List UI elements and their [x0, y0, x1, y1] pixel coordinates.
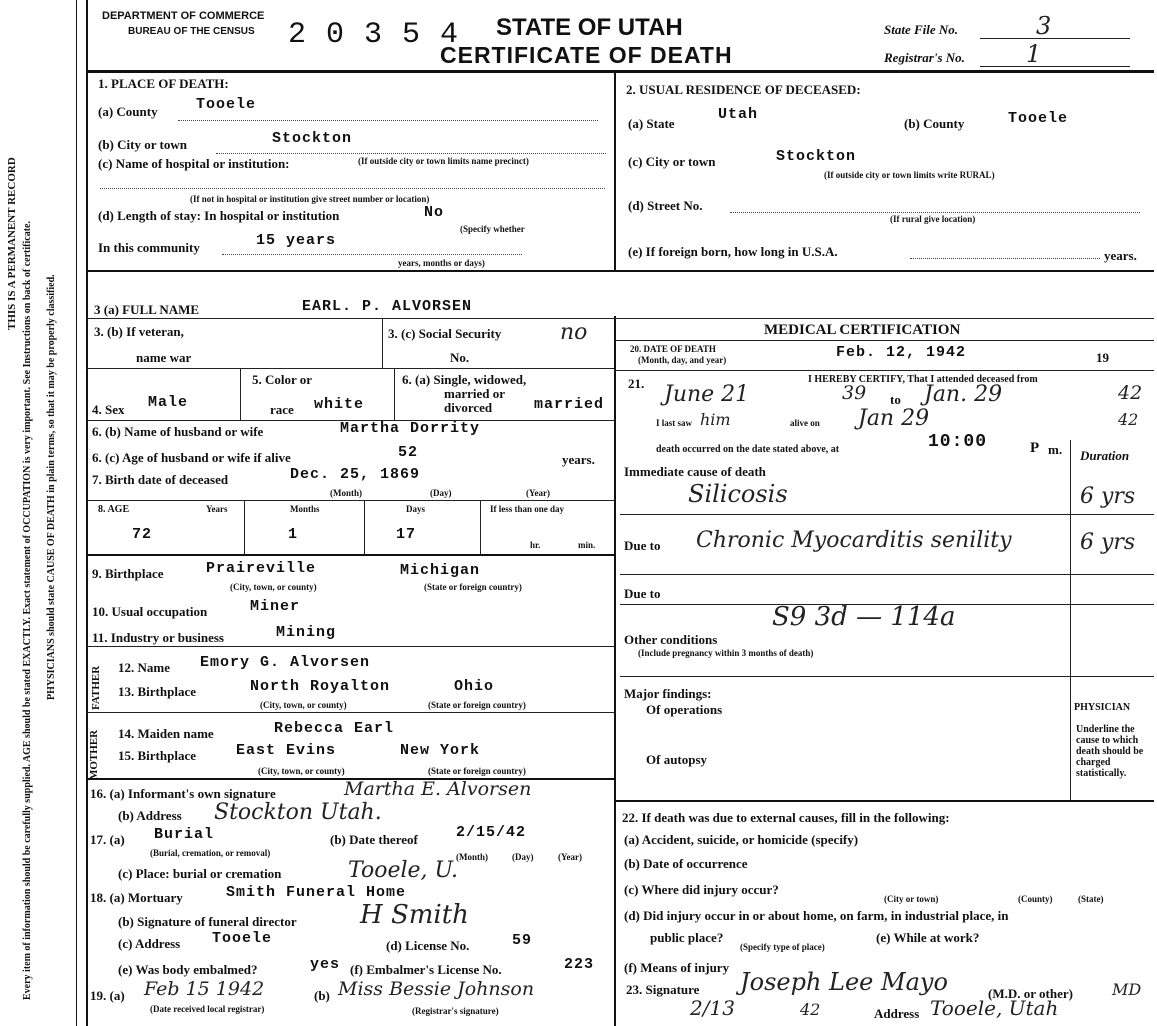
ext-e: (e) While at work?: [876, 930, 980, 945]
n21-label: 21.: [628, 376, 645, 391]
bureau-label: BUREAU OF THE CENSUS: [128, 26, 255, 37]
veteran-war-label: name war: [136, 350, 192, 365]
marital-label: 6. (a) Single, widowed,: [402, 372, 527, 387]
burial-place: Tooele, U.: [348, 858, 459, 883]
license-label: (d) License No.: [386, 938, 470, 953]
marital-value: married: [534, 396, 605, 413]
state-title: STATE OF UTAH: [496, 14, 683, 41]
mother-bp-state: New York: [400, 742, 481, 759]
ss-divider: [382, 318, 383, 368]
due1-label: Due to: [624, 538, 661, 553]
veteran-label: 3. (b) If veteran,: [94, 324, 184, 339]
side-text-permanent: THIS IS A PERMANENT RECORD: [6, 157, 18, 330]
medical-title-rule: [614, 340, 1154, 341]
birth-rule: [86, 500, 614, 501]
duration-divider: [1070, 440, 1071, 712]
received-note: (Date received local registrar): [150, 1004, 265, 1014]
color-label: 5. Color or: [252, 372, 313, 387]
received-date: Feb 15 1942: [144, 978, 265, 1000]
age-less-label: If less than one day: [490, 504, 565, 514]
sex-divider: [240, 368, 241, 420]
side-text-cause: PHYSICIANS should state CAUSE OF DEATH in plain terms, so that it may be properly classified.: [46, 274, 57, 700]
frame-left: [86, 0, 88, 1026]
res-street-label: (d) Street No.: [628, 198, 703, 213]
age-div3: [480, 500, 481, 554]
registrar-line: [980, 66, 1130, 67]
signature-label: 23. Signature: [626, 982, 700, 997]
occupation-value: Miner: [250, 598, 301, 615]
father-city-note: (City, town, or county): [260, 700, 347, 710]
age-years: 72: [132, 526, 153, 543]
state-file-label: State File No.: [884, 22, 959, 37]
certify-text: I HEREBY CERTIFY, That I attended deceased from: [808, 374, 1038, 385]
sec12-bottom: [86, 270, 1154, 272]
mother-city-note: (City, town, or county): [258, 766, 345, 776]
dod-rule: [614, 370, 1154, 371]
res-foreign-label: (e) If foreign born, how long in U.S.A.: [628, 244, 838, 259]
res-street-note: (If rural give location): [890, 214, 976, 224]
due2-value: S9 3d — 114a: [772, 602, 956, 632]
dod-value: Feb. 12, 1942: [836, 344, 967, 361]
received-label: 19. (a): [90, 988, 125, 1003]
bp-city-note: (City, town, or county): [230, 582, 317, 592]
autopsy-label: Of autopsy: [646, 752, 708, 767]
burial-date-label: (b) Date thereof: [330, 832, 418, 847]
embalmer-license-label: (f) Embalmer's License No.: [350, 962, 502, 977]
hospital-line: [100, 188, 605, 189]
embalmed-label: (e) Was body embalmed?: [118, 962, 258, 977]
bp-state-note: (State or foreign country): [424, 582, 522, 592]
industry-value: Mining: [276, 624, 337, 641]
registrar-signature: Miss Bessie Johnson: [338, 978, 535, 1000]
ext-d: (d) Did injury occur in or about home, on farm, in industrial place, in: [624, 908, 1009, 923]
md-label: (M.D. or other): [988, 986, 1073, 1001]
spouse-age-unit: years.: [562, 452, 595, 467]
burial-label: 17. (a): [90, 832, 125, 847]
attend-from: June 21: [664, 382, 750, 407]
res-street-line: [730, 212, 1140, 213]
license-value: 59: [512, 932, 533, 949]
age-min: min.: [578, 540, 596, 550]
dod-19: 19: [1096, 350, 1109, 365]
death-time: 10:00: [928, 432, 988, 452]
dod-label: 20. DATE OF DEATH: [630, 344, 716, 354]
community-line: [222, 254, 522, 255]
ss-no-label: No.: [450, 350, 470, 365]
sex-value: Male: [148, 394, 189, 411]
informant-label: 16. (a) Informant's own signature: [90, 786, 276, 801]
other-rule: [620, 676, 1154, 677]
mother-bp-city: East Evins: [236, 742, 337, 759]
header-rule: [86, 70, 1154, 73]
ext-d2: public place?: [650, 930, 724, 945]
age-div2: [364, 500, 365, 554]
age-div1: [244, 500, 245, 554]
mort-address: Tooele: [212, 930, 273, 947]
birthplace-state: Michigan: [400, 562, 481, 579]
marital-l3: divorced: [444, 400, 493, 415]
last-saw-label: I last saw: [656, 418, 693, 428]
attend-yr2: 42: [1118, 382, 1143, 404]
age-hr: hr.: [530, 540, 541, 550]
res-city-label: (c) City or town: [628, 154, 716, 169]
informant-signature: Martha E. Alvorsen: [344, 778, 532, 800]
full-name-label: 3 (a) FULL NAME: [94, 302, 200, 317]
burial-value: Burial: [154, 826, 215, 843]
registrar-value: 1: [1026, 40, 1042, 68]
mother-name: Rebecca Earl: [274, 720, 395, 737]
md-value: MD: [1112, 980, 1142, 999]
place-title: 1. PLACE OF DEATH:: [98, 76, 229, 91]
duration-1: 6 yrs: [1080, 484, 1136, 509]
father-bp-state: Ohio: [454, 678, 495, 695]
spouse-age-label: 6. (c) Age of husband or wife if alive: [92, 450, 291, 465]
physician-title: PHYSICIAN: [1074, 702, 1131, 713]
main-divider: [614, 316, 616, 1026]
birth-year-note: (Year): [526, 488, 550, 498]
full-name: EARL. P. ALVORSEN: [302, 298, 473, 315]
father-name: Emory G. Alvorsen: [200, 654, 371, 671]
county-label: (a) County: [98, 104, 158, 119]
burial-date: 2/15/42: [456, 824, 527, 841]
attend-to-label: to: [890, 392, 901, 407]
certificate-title: CERTIFICATE OF DEATH: [440, 42, 733, 68]
occupation-label: 10. Usual occupation: [92, 604, 208, 619]
color-divider: [394, 368, 395, 420]
sec12-divider: [614, 70, 616, 270]
birth-month-note: (Month): [330, 488, 362, 498]
res-foreign-line: [910, 258, 1100, 259]
res-state: Utah: [718, 106, 759, 123]
name-rule: [86, 318, 1154, 319]
death-pm: P: [1030, 440, 1040, 456]
res-city: Stockton: [776, 148, 857, 165]
birthplace-label: 9. Birthplace: [92, 566, 164, 581]
mother-state-note: (State or foreign country): [428, 766, 526, 776]
ss-label: 3. (c) Social Security: [388, 326, 502, 341]
director-signature: H Smith: [360, 900, 469, 930]
attend-to: Jan. 29: [924, 382, 1003, 407]
other-label: Other conditions: [624, 632, 718, 647]
community-label: In this community: [98, 240, 200, 255]
ext-city: (City or town): [884, 894, 939, 904]
attend-yr1: 39: [842, 382, 867, 404]
embalmed-value: yes: [310, 956, 341, 973]
birthplace-city: Praireville: [206, 560, 317, 577]
dod-note: (Month, day, and year): [638, 355, 727, 365]
res-county-label: (b) County: [904, 116, 965, 131]
due1-value: Chronic Myocarditis senility: [696, 528, 1012, 553]
ext-county: (County): [1018, 894, 1053, 904]
birth-day-note: (Day): [430, 488, 452, 498]
hospital-label: (c) Name of hospital or institution:: [98, 156, 290, 171]
state-file-line: [980, 38, 1130, 39]
ext-d3: (Specify type of place): [740, 942, 825, 952]
side-text-physicians: Every item of information should be carefully supplied. AGE should be stated EXACTLY. Exact statement of OCCUPATION is very important. See Instructions on back of certificate.: [22, 221, 33, 1000]
stay-value: No: [424, 204, 445, 221]
address-label: (b) Address: [118, 808, 182, 823]
director-label: (b) Signature of funeral director: [118, 914, 297, 929]
burial-day-note: (Day): [512, 852, 534, 862]
address-value: Stockton Utah.: [214, 800, 382, 825]
hospital-note: (If outside city or town limits name precinct): [358, 156, 529, 166]
alive-on-label: alive on: [790, 418, 820, 428]
physician-signature: Joseph Lee Mayo: [740, 968, 948, 996]
other-note: (Include pregnancy within 3 months of death): [638, 648, 814, 658]
mother-side-label: MOTHER: [88, 729, 100, 780]
res-state-label: (a) State: [628, 116, 675, 131]
ext-b: (b) Date of occurrence: [624, 856, 748, 871]
immediate-rule: [620, 514, 1154, 515]
race-label: race: [270, 402, 294, 417]
age-days: 17: [396, 526, 417, 543]
res-foreign-years: years.: [1104, 248, 1137, 263]
marital-l2: married or: [444, 386, 506, 401]
medical-rule: [614, 800, 1154, 802]
immediate-label: Immediate cause of death: [624, 464, 766, 479]
mortuary-value: Smith Funeral Home: [226, 884, 407, 901]
mortuary-label: 18. (a) Mortuary: [90, 890, 183, 905]
stay-note: (Specify whether: [460, 224, 525, 234]
duration-label: Duration: [1080, 448, 1130, 463]
state-file-value: 3: [1036, 12, 1052, 40]
duration-2: 6 yrs: [1080, 530, 1136, 555]
registrar-b-label: (b): [314, 988, 330, 1003]
sex-label: 4. Sex: [92, 402, 125, 417]
spouse-age-value: 52: [398, 444, 419, 461]
last-date: Jan 29: [858, 406, 930, 431]
age-months: 1: [288, 526, 299, 543]
physician-note: Underline the cause to which death should be charged statistically.: [1076, 724, 1144, 779]
registrar-label: Registrar's No.: [884, 50, 965, 65]
mother-name-label: 14. Maiden name: [118, 726, 214, 741]
sig-address-label: Address: [874, 1006, 920, 1021]
mort-address-label: (c) Address: [118, 936, 181, 951]
father-bp-label: 13. Birthplace: [118, 684, 196, 699]
death-city: Stockton: [272, 130, 353, 147]
vet-rule: [86, 368, 614, 369]
age-months-label: Months: [290, 504, 320, 514]
race-value: white: [314, 396, 365, 413]
spouse-label: 6. (b) Name of husband or wife: [92, 424, 264, 439]
community-value: 15 years: [256, 232, 337, 249]
res-city-note: (If outside city or town limits write RURAL): [824, 170, 995, 180]
dept-label: DEPARTMENT OF COMMERCE: [102, 10, 265, 22]
burial-note: (Burial, cremation, or removal): [150, 848, 271, 858]
operations-label: Of operations: [646, 702, 723, 717]
death-m: m.: [1048, 442, 1063, 457]
age-days-label: Days: [406, 504, 426, 514]
birth-label: 7. Birth date of deceased: [92, 472, 229, 487]
age-label: 8. AGE: [98, 504, 130, 515]
embalmer-license: 223: [564, 956, 595, 973]
father-side-label: FATHER: [90, 665, 102, 710]
father-bp-city: North Royalton: [250, 678, 391, 695]
community-note: years, months or days): [398, 258, 485, 268]
city-label: (b) City or town: [98, 137, 187, 152]
father-name-label: 12. Name: [118, 660, 170, 675]
last-yr: 42: [1118, 410, 1139, 429]
birth-value: Dec. 25, 1869: [290, 466, 421, 483]
spouse-value: Martha Dorrity: [340, 420, 481, 437]
age-rule: [86, 554, 614, 556]
mother-bp-label: 15. Birthplace: [118, 748, 196, 763]
sig-date: 2/13: [690, 996, 735, 1020]
county-line: [178, 120, 598, 121]
stay-label: (d) Length of stay: In hospital or institution: [98, 208, 340, 223]
father-state-note: (State or foreign country): [428, 700, 526, 710]
age-years-label: Years: [206, 504, 228, 514]
certificate-number: 20354: [288, 18, 479, 52]
father-rule: [86, 712, 614, 713]
burial-place-label: (c) Place: burial or cremation: [118, 866, 282, 881]
industry-rule: [86, 646, 614, 647]
industry-label: 11. Industry or business: [92, 630, 224, 645]
burial-month-note: (Month): [456, 852, 488, 862]
external-title: 22. If death was due to external causes, fill in the following:: [622, 810, 950, 825]
immediate-cause: Silicosis: [688, 480, 788, 508]
ext-f: (f) Means of injury: [624, 960, 730, 975]
medical-title: MEDICAL CERTIFICATION: [764, 322, 961, 338]
frame-left-outer: [76, 0, 77, 1026]
ext-c: (c) Where did injury occur?: [624, 882, 779, 897]
res-county: Tooele: [1008, 110, 1069, 127]
phys-divider: [1070, 690, 1071, 800]
registrar-sig-note: (Registrar's signature): [412, 1006, 499, 1016]
due2-label: Due to: [624, 586, 661, 601]
hospital-note2: (If not in hospital or institution give street number or location): [190, 194, 430, 204]
sig-address: Tooele, Utah: [930, 996, 1059, 1020]
due1-rule: [620, 574, 1154, 575]
burial-year-note: (Year): [558, 852, 582, 862]
city-line: [216, 153, 606, 154]
ext-state: (State): [1078, 894, 1104, 904]
major-label: Major findings:: [624, 686, 712, 701]
residence-title: 2. USUAL RESIDENCE OF DECEASED:: [626, 82, 861, 97]
death-county: Tooele: [196, 96, 257, 113]
occurred-label: death occurred on the date stated above, at: [656, 444, 840, 455]
last-saw-him: him: [700, 410, 731, 429]
sig-yr: 42: [800, 1000, 821, 1019]
ext-a: (a) Accident, suicide, or homicide (specify): [624, 832, 859, 847]
ss-value: no: [560, 320, 588, 345]
